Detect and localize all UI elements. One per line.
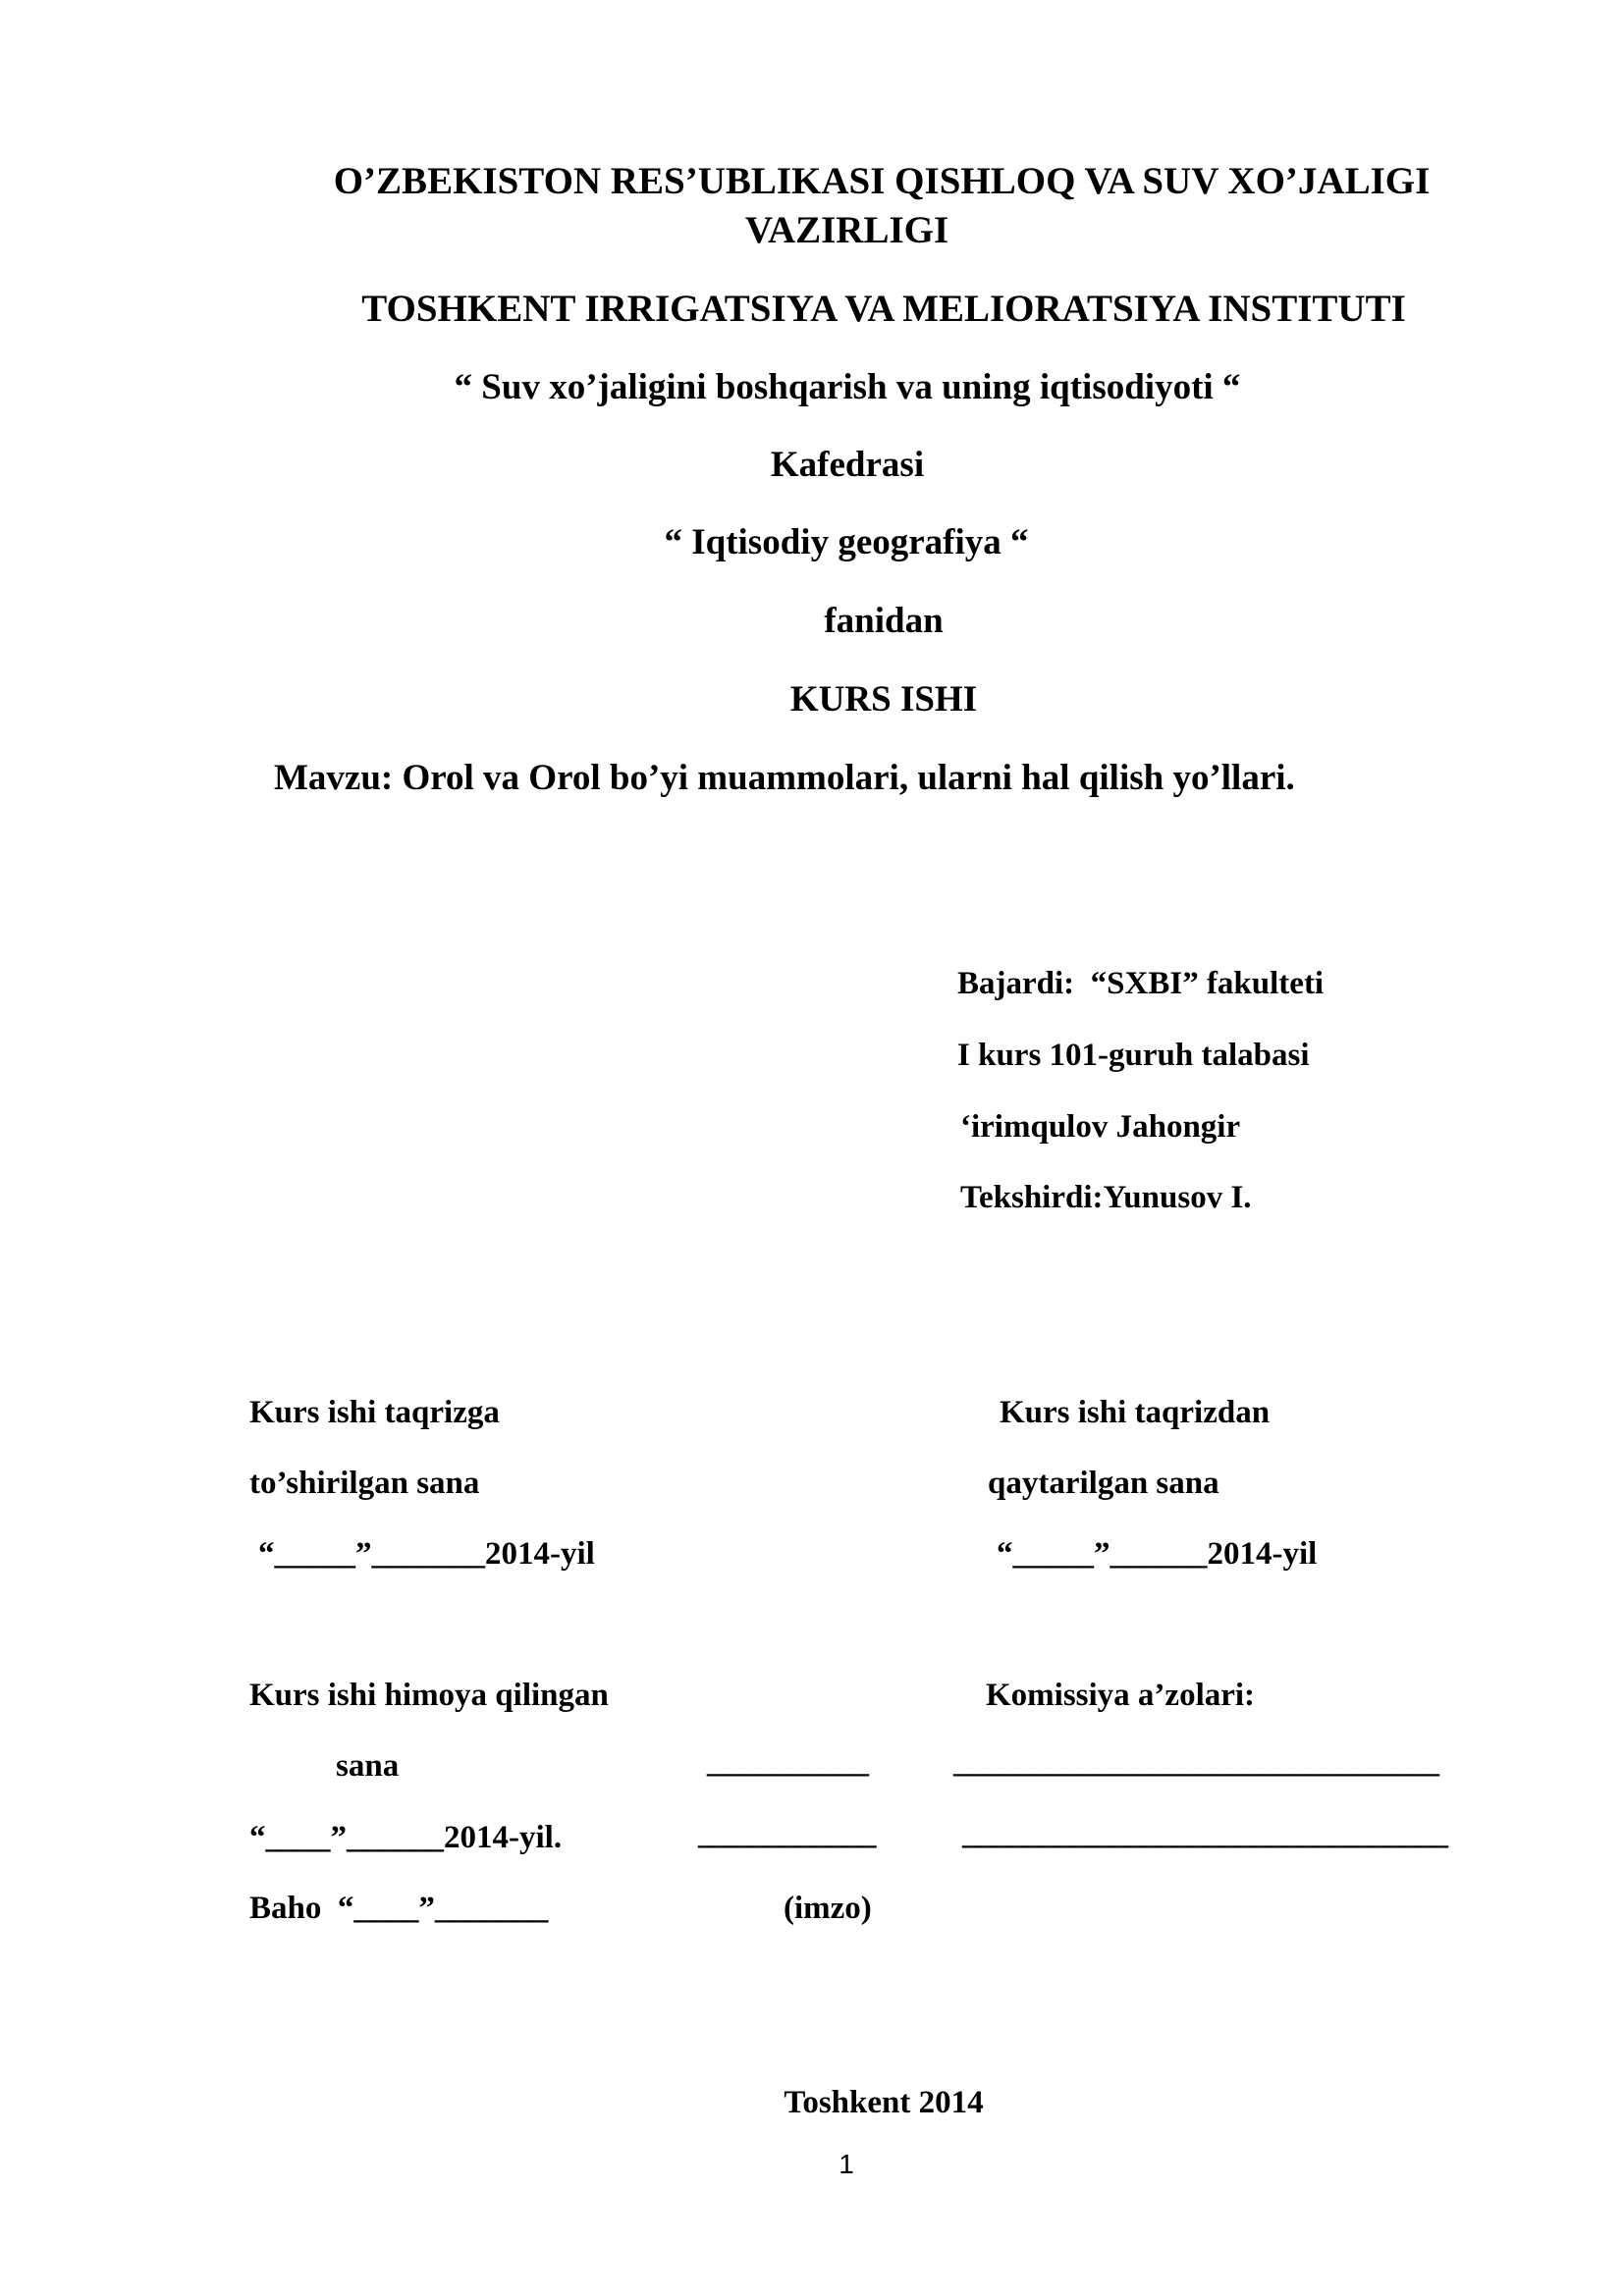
page-number: 1	[839, 2149, 854, 2179]
defense-date: “____”______2014-yil.	[249, 1820, 563, 1855]
performed-by: Bajardi: “SXBI” fakulteti	[957, 966, 1325, 1001]
grade: Baho “____”_______	[249, 1891, 549, 1926]
review-right-line-2: qaytarilgan sana	[988, 1466, 1219, 1501]
member-blank-2: ______________________________	[962, 1816, 1448, 1851]
subject-label: fanidan	[824, 601, 944, 641]
defense-line-1: Kurs ishi himoya qilingan	[249, 1678, 609, 1713]
review-left-line-1: Kurs ishi taqrizga	[249, 1395, 500, 1430]
ministry-line-2: VAZIRLIGI	[744, 209, 949, 251]
subject-name: “ Iqtisodiy geografiya “	[664, 522, 1029, 562]
review-left-date: “_____”_______2014-yil	[258, 1536, 595, 1572]
defense-line-2: sana	[336, 1748, 400, 1784]
commission-label: Komissiya a’zolari:	[986, 1678, 1256, 1713]
student-name: ‘irimqulov Jahongir	[960, 1109, 1241, 1145]
ministry-line-1: O’ZBEKISTON RES’UBLIKASI QISHLOQ VA SUV XO’JALIGI	[333, 160, 1431, 202]
city-year: Toshkent 2014	[784, 2085, 984, 2120]
topic: Mavzu: Orol va Orol bo’yi muammolari, ularni hal qilish yo’llari.	[274, 758, 1295, 798]
department-name: “ Suv xo’jaligini boshqarish va uning iqtisodiyoti “	[454, 367, 1241, 407]
department-label: Kafedrasi	[770, 445, 925, 485]
signature-blank-1: __________	[707, 1744, 869, 1780]
signature-blank-2: ___________	[698, 1816, 877, 1851]
document-type: KURS ISHI	[789, 679, 978, 720]
signature-label: (imzo)	[784, 1891, 872, 1926]
institute-name: TOSHKENT IRRIGATSIYA VA MELIORATSIYA INSTITUTI	[361, 288, 1406, 330]
review-right-date: “_____”______2014-yil	[997, 1536, 1318, 1572]
review-left-line-2: to’shirilgan sana	[249, 1466, 480, 1501]
checked-by: Tekshirdi:Yunusov I.	[960, 1180, 1252, 1215]
member-blank-1: ______________________________	[953, 1744, 1439, 1780]
review-right-line-1: Kurs ishi taqrizdan	[1000, 1395, 1271, 1430]
student-group: I kurs 101-guruh talabasi	[957, 1038, 1310, 1073]
